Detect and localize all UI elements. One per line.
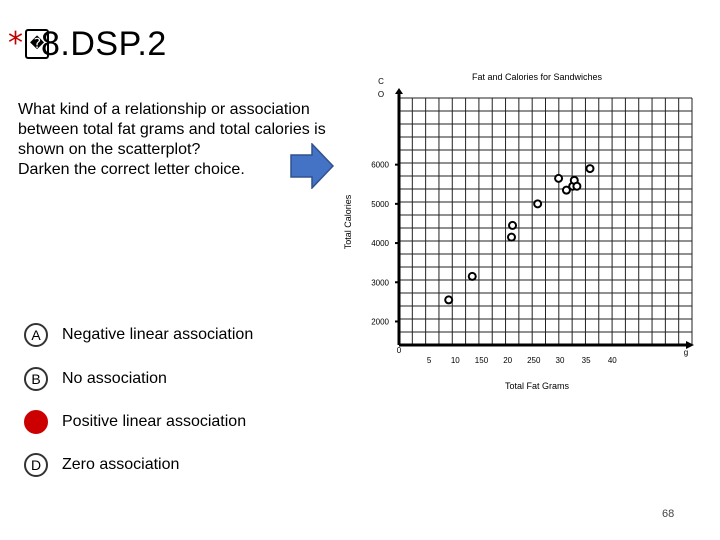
- y-tick-label: 6000: [371, 160, 389, 170]
- standard-title: 8.DSP.2: [41, 24, 167, 63]
- data-point: [508, 234, 515, 241]
- chart-title: Fat and Calories for Sandwiches: [471, 72, 603, 82]
- chart-grid: [399, 98, 692, 345]
- y-axis-arrowhead: [395, 88, 403, 94]
- question-line: between total fat grams and total calories is: [18, 121, 326, 138]
- answer-letter-b[interactable]: B: [24, 367, 48, 391]
- answer-letter-c[interactable]: C: [24, 410, 48, 434]
- answer-letter-d[interactable]: D: [24, 453, 48, 477]
- x-axis-label: Total Fat Grams: [504, 381, 570, 391]
- x-tick-label: 20: [503, 356, 513, 365]
- chart-axes: [395, 88, 694, 349]
- data-point: [555, 175, 562, 182]
- x-tick-label: 5: [426, 356, 432, 365]
- y-tick-label: 2000: [371, 317, 389, 327]
- question-line: shown on the scatterplot?: [18, 141, 201, 158]
- data-point: [534, 200, 541, 207]
- chart-ticks: [371, 161, 617, 365]
- answer-option-a[interactable]: [24, 323, 253, 347]
- y-corner-label-o: O: [377, 90, 385, 99]
- question-line: What kind of a relationship or association: [18, 101, 310, 118]
- answer-text-d: Zero association: [62, 456, 180, 473]
- x-tick-label: 150: [474, 356, 489, 365]
- x-tick-label: 35: [581, 356, 591, 365]
- y-axis-label: Total Calories: [343, 194, 353, 250]
- page-number: 68: [662, 508, 675, 520]
- star-icon: *: [8, 26, 23, 61]
- x-tick-label: 0: [396, 346, 402, 355]
- y-tick-label: 3000: [371, 278, 389, 288]
- data-point: [509, 222, 516, 229]
- x-tick-label: 10: [450, 356, 460, 365]
- answer-letter-a[interactable]: A: [24, 323, 48, 347]
- data-point: [573, 183, 580, 190]
- answer-option-b[interactable]: [24, 367, 167, 391]
- x-tick-label: 30: [555, 356, 565, 365]
- y-tick-label: 5000: [371, 199, 389, 209]
- y-tick-label: 4000: [371, 239, 389, 249]
- answer-text-c: Positive linear association: [62, 413, 247, 430]
- data-point: [586, 165, 593, 172]
- data-point: [469, 273, 476, 280]
- y-corner-label-c: C: [378, 77, 384, 86]
- x-tick-label: 250: [527, 356, 541, 365]
- answer-text-a: Negative linear association: [62, 326, 254, 343]
- data-point: [445, 296, 452, 303]
- missing-glyph-icon: �: [25, 29, 49, 59]
- answer-text-b: No association: [62, 370, 167, 387]
- x-corner-label: g: [683, 348, 689, 357]
- question-line: Darken the correct letter choice.: [18, 161, 245, 178]
- answer-option-c[interactable]: [24, 410, 246, 434]
- answer-option-d[interactable]: [24, 453, 179, 477]
- x-tick-label: 40: [607, 356, 617, 365]
